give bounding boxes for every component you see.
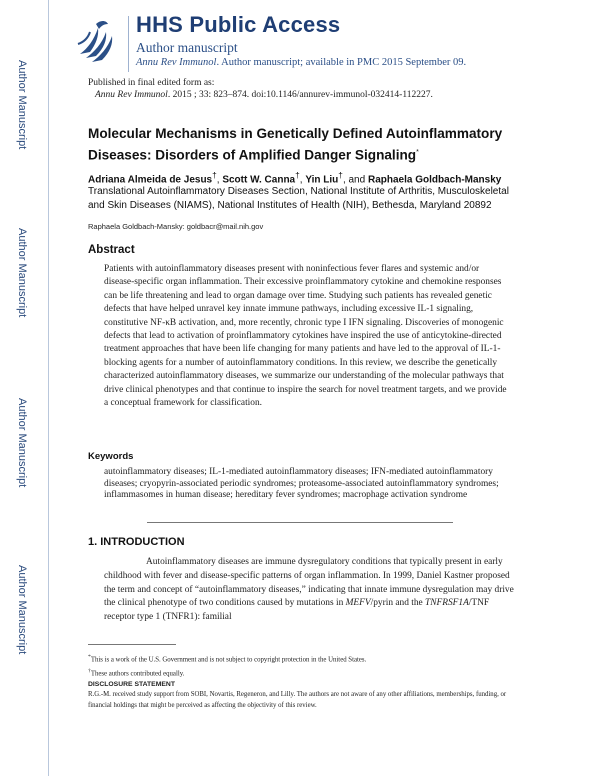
published-label: Published in final edited form as: [88,78,215,88]
section-divider [147,522,453,523]
author-name: Adriana Almeida de Jesus [88,174,213,186]
author-name: Yin Liu [305,174,339,186]
footnote: †These authors contributed equally. [88,667,185,678]
footnote: *This is a work of the U.S. Government and is not subject to copyright protection in the United States. [88,654,367,664]
availability-line: Annu Rev Immunol. Author manuscript; available in PMC 2015 September 09. [136,57,467,68]
introduction-heading: 1. INTRODUCTION [88,536,185,548]
author-list: Adriana Almeida de Jesus†, Scott W. Canna†, Yin Liu†, and Raphaela Goldbach-Mansky [88,170,502,186]
footnote-divider [88,644,176,645]
logo-divider [128,16,129,72]
header [70,8,530,74]
correspondence-email: Raphaela Goldbach-Mansky: goldbacr@mail.nih.gov [88,222,264,231]
abstract-heading: Abstract [88,244,135,256]
introduction-text: Autoinflammatory diseases are immune dysregulatory conditions that typically present in early childhood with fever and disease-specific patterns of organ inflammation. In 1999, Daniel Kastner proposed the term and concept of “autoinflammatory diseases,” indicating that innate immune dysregulation may drive the clinical phenotype of two conditions caused by mutations in MEFV/pyrin and the TNFRSF1A/TNF receptor type 1 (TNFR1): familial [104,557,514,623]
affiliation: Translational Autoinflammatory Diseases Section, National Institute of Arthritis, Musculoskeletal and Skin Diseases (NIAMS), National Institutes of Health (NIH), Bethesda, Maryland 20892 [88,186,509,211]
author-name: Scott W. Canna [222,174,296,186]
citation: Annu Rev Immunol. 2015 ; 33: 823–874. doi:10.1146/annurev-immunol-032414-112227. [95,90,433,100]
footnotes [88,652,518,712]
author-name: Raphaela Goldbach-Mansky [367,174,502,186]
abstract-text: Patients with autoinflammatory diseases present with noninfectious fever flares and systemic and/or disease-specific organ inflammation. Their excessive proinflammatory cytokine and chemokine responses can be life threatening and lead to organ damage over time. Studying such patients has revealed genetic defects that have helped unravel key innate immune pathways, including excessive IL-1 signaling, constitutive NF-κB activation, and, more recently, chronic type I IFN signaling. Discoveries of monogenic defects that lead to activation of proinflammatory cytokines have inspired the use of anticytokine-directed treatment approaches that have been life changing for many patients and have led to the approval of IL-1-blocking agents for a number of autoinflammatory conditions. In this review, we describe the genetically characterized autoinflammatory diseases, we summarize our understanding of the molecular pathways that drive clinical phenotypes and that continue to inspire the search for novel treatment targets, and we provide a conceptual framework for classification. [104,264,507,409]
keywords-text: autoinflammatory diseases; IL-1-mediated autoinflammatory diseases; IFN-mediated autoinflammatory diseases; cryopyrin-associated periodic syndromes; proteasome-associated autoinflammatory syndromes; inflammasomes in human disease; hereditary fever syndromes; macrophage activation syndrome [104,467,499,501]
author-manuscript-label: Author manuscript [136,40,238,55]
sidebar: Author Manuscript Author Manuscript Author Manuscript Author Manuscript [16,60,28,655]
disclosure-heading: DISCLOSURE STATEMENT [88,680,175,688]
sidebar-divider [48,0,49,776]
hhs-eagle-icon [74,14,120,66]
disclosure-text: R.G.-M. received study support from SOBI, Novartis, Regeneron, and Lilly. The authors are not aware of any other affiliations, memberships, funding, or financial holdings that might be perceived as affecting the objectivity of this review. [88,691,507,709]
keywords-heading: Keywords [88,451,134,462]
hhs-title: HHS Public Access [136,12,341,37]
article-title: Molecular Mechanisms in Genetically Defined Autoinflammatory Diseases: Disorders of Amplified Danger Signaling* [88,126,503,163]
